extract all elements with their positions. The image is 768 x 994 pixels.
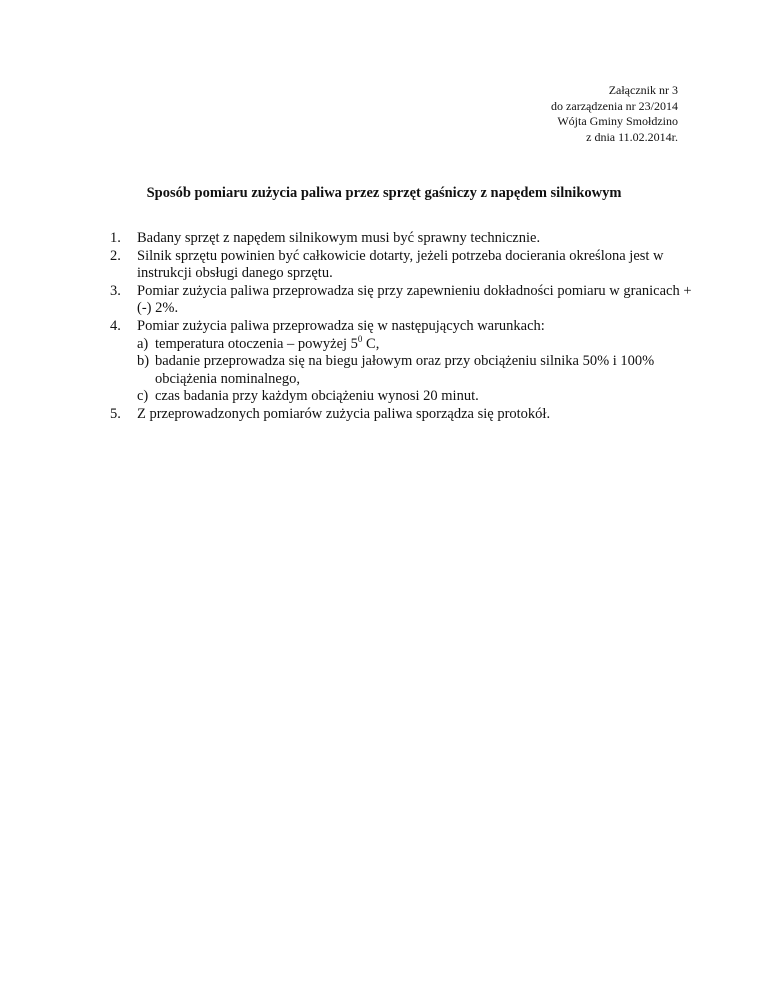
list-item-text: Pomiar zużycia paliwa przeprowadza się w następujących warunkach: [137, 317, 545, 334]
ordinance-reference: do zarządzenia nr 23/2014 [551, 98, 678, 113]
list-item [110, 406, 700, 424]
issue-date: z dnia 11.02.2014r. [586, 129, 678, 144]
list-item-text: Z przeprowadzonych pomiarów zużycia paliwa sporządza się protokół. [137, 405, 551, 422]
sub-item-text: czas badania przy każdym obciążeniu wynosi 20 minut. [155, 388, 479, 405]
sub-item [110, 353, 700, 388]
sub-item [110, 388, 700, 406]
sub-item-text: badanie przeprowadza się na biegu jałowym oraz przy obciążeniu silnika 50% i 100% obciążenia nominalnego, [155, 353, 655, 387]
list-item-number: 1. [110, 230, 121, 246]
list-item-number: 5. [110, 405, 121, 422]
list-item-text: Pomiar zużycia paliwa przeprowadza się przy zapewnieniu dokładności pomiaru w granicach + (-) 2%. [137, 282, 692, 317]
list-item [110, 230, 700, 248]
annex-number: Załącznik nr 3 [608, 83, 678, 97]
list-item [110, 283, 700, 318]
list-item-number: 2. [110, 247, 121, 264]
sub-item-text: temperatura otoczenia – powyżej 5 [155, 335, 358, 352]
sub-item-text-unit: C, [362, 335, 380, 352]
list-item-text: Silnik sprzętu powinien być całkowicie dotarty, jeżeli potrzeba docierania określona jest w instrukcji obsługi danego sprzętu. [137, 247, 664, 282]
sub-item-letter: c) [137, 388, 149, 405]
issuer: Wójta Gminy Smołdzino [557, 114, 678, 128]
procedure-list [110, 230, 700, 424]
list-item [110, 318, 700, 336]
degree-superscript: 0 [357, 333, 363, 344]
list-item [110, 248, 700, 283]
sub-item-letter: b) [137, 353, 150, 370]
sub-item [110, 333, 700, 354]
sub-item-letter: a) [137, 335, 149, 352]
list-item-number: 3. [110, 282, 121, 299]
document-title: Sposób pomiaru zużycia paliwa przez sprzęt gaśniczy z napędem silnikowym [146, 185, 622, 201]
annex-header [551, 83, 678, 145]
list-item-text: Badany sprzęt z napędem silnikowym musi być sprawny technicznie. [137, 230, 541, 246]
list-item-number: 4. [110, 317, 121, 334]
